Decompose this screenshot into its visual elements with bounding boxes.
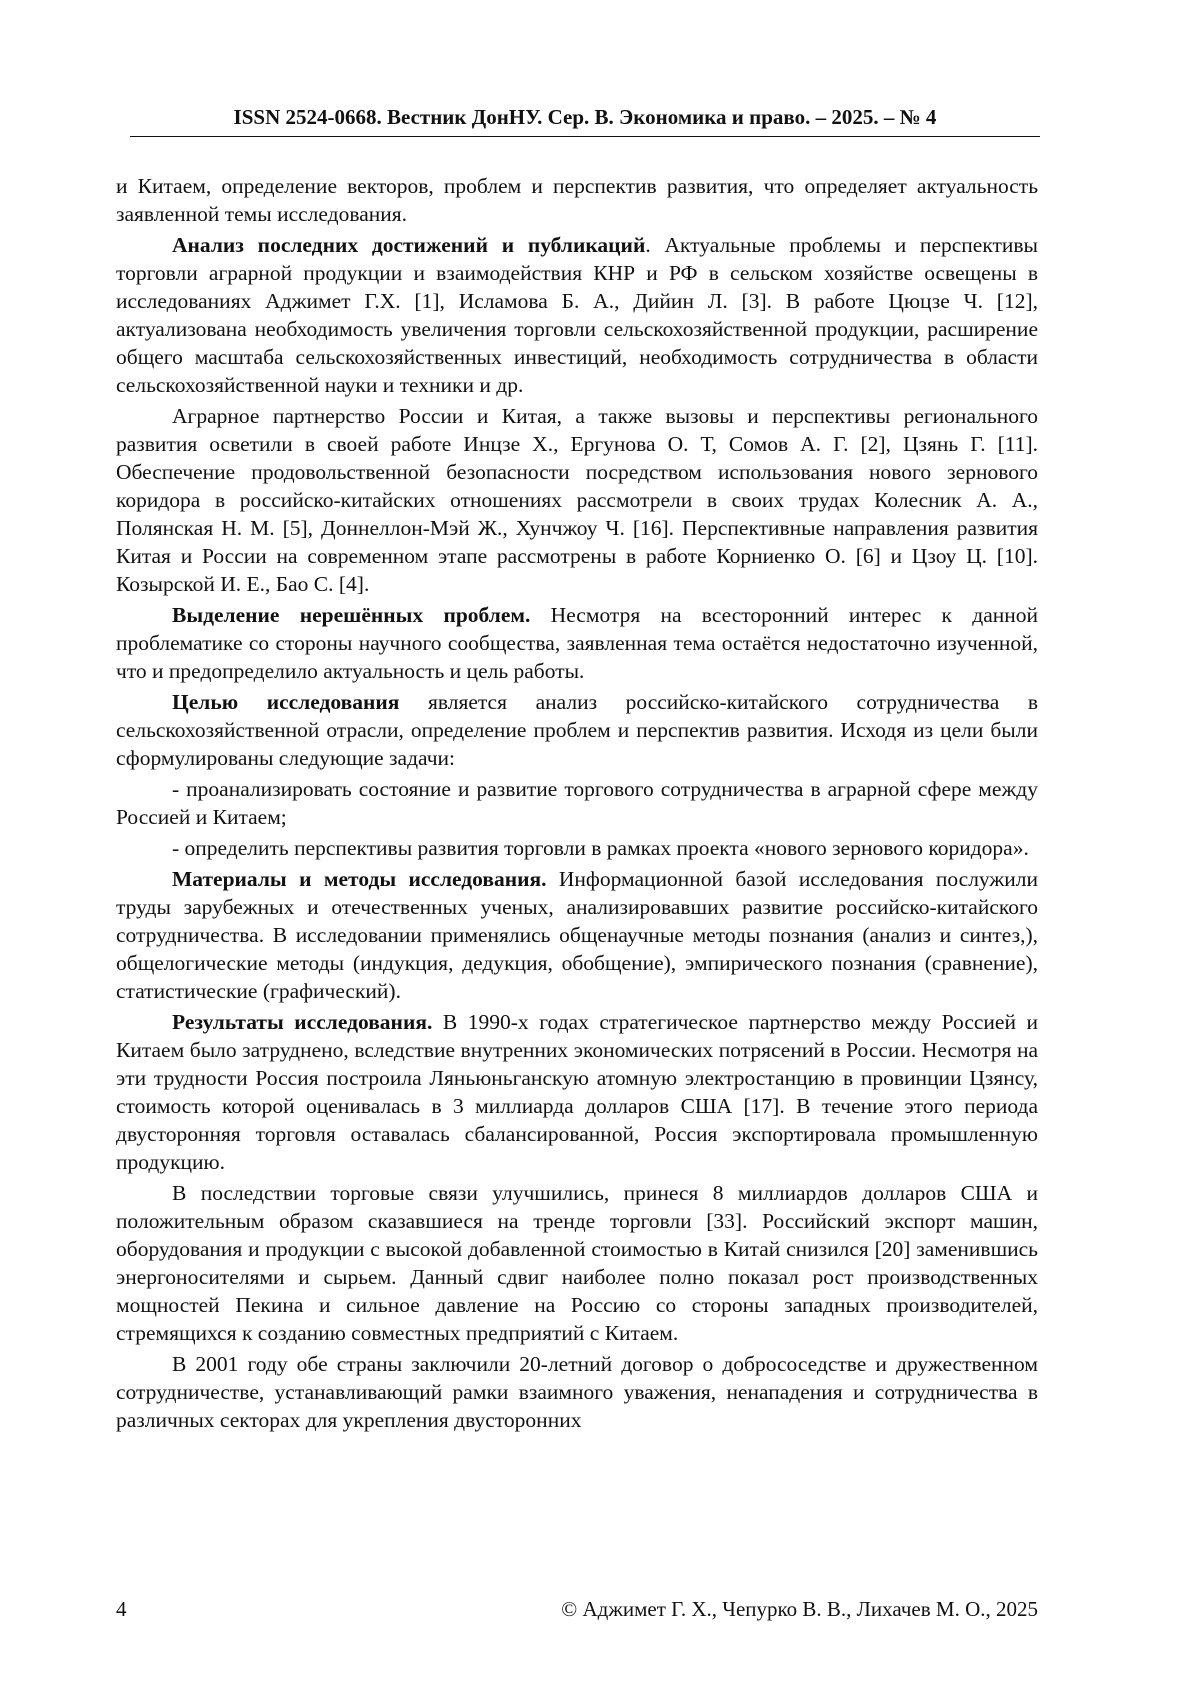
paragraph-partnership: [116, 402, 1038, 598]
section-lead: Материалы и методы исследования.: [172, 867, 547, 891]
paragraph-text: . Актуальные проблемы и перспективы торговли аграрной продукции и взаимодействия КНР и РФ в сельском хозяйстве освещены в исследованиях Аджимет Г.Х. [1], Исламова Б. А., Дийин Л. [3]. В работе Цюцзе Ч. [12], актуализована необходимость увеличения торговли сельскохозяйственной продукции, расширение общего масштаба сельскохозяйственных инвестиций, необходимость сотрудничества в области сельскохозяйственной науки и техники и др.: [116, 233, 1038, 397]
header-rule: [130, 136, 1040, 137]
paragraph-text: Несмотря на всесторонний интерес к данной проблематике со стороны научного сообщества, заявленная тема остаётся недостаточно изученной, что и предопределило актуальность и цель работы.: [116, 603, 1039, 683]
paragraph-text: Информационной базой исследования послужили труды зарубежных и отечественных ученых, анализировавших развитие российско-китайского сотрудничества. В исследовании применялись общенаучные методы познания (анализ и синтез,), общелогические методы (индукция, дедукция, обобщение), эмпирического познания (сравнение), статистические (графический).: [116, 867, 1038, 1003]
paragraph-text: В 1990-х годах стратегическое партнерство между Россией и Китаем было затруднено, вследствие внутренних экономических потрясений в России. Несмотря на эти трудности Россия построила Ляньюньганскую атомную электростанцию в провинции Цзянсу, стоимость которой оценивалась в 3 миллиарда долларов США [17]. В течение этого периода двусторонняя торговля оставалась сбалансированной, Россия экспортировала промышленную продукцию.: [116, 1010, 1038, 1174]
paragraph-literature-review: [116, 231, 1038, 399]
paragraph-research-goal: [116, 688, 1038, 772]
running-header: ISSN 2524-0668. Вестник ДонНУ. Сер. В. Экономика и право. – 2025. – № 4: [233, 105, 937, 129]
section-lead: Выделение нерешённых проблем.: [172, 603, 531, 627]
task-item: [116, 834, 1038, 862]
paragraph-text: - проанализировать состояние и развитие торгового сотрудничества в аграрной сфере между Россией и Китаем;: [116, 777, 1038, 829]
article-body: [116, 172, 1038, 1434]
copyright-notice: © Аджимет Г. Х., Чепурко В. В., Лихачев М. О., 2025: [561, 1597, 1038, 1621]
paragraph-text: и Китаем, определение векторов, проблем и перспектив развития, что определяет актуальность заявленной темы исследования.: [116, 174, 1038, 226]
paragraph-text: - определить перспективы развития торговли в рамках проекта «нового зернового коридора».: [172, 836, 1029, 860]
paragraph-text: является анализ российско-китайского сотрудничества в сельскохозяйственной отрасли, определение проблем и перспектив развития. Исходя из цели были сформулированы следующие задачи:: [116, 690, 1038, 770]
paragraph-treaty: [116, 1350, 1038, 1434]
paragraph-results: [116, 1008, 1038, 1176]
section-lead: Целью исследования: [172, 690, 400, 714]
paragraph-materials-methods: [116, 865, 1038, 1005]
paragraph-text: В 2001 году обе страны заключили 20-летний договор о добрососедстве и дружественном сотрудничестве, устанавливающий рамки взаимного уважения, ненападения и сотрудничества в различных секторах для укрепления двусторонних: [116, 1352, 1038, 1432]
paragraph-continuation: [116, 172, 1038, 228]
section-lead: Анализ последних достижений и публикаций: [172, 233, 646, 257]
section-lead: Результаты исследования.: [172, 1010, 433, 1034]
task-item: [116, 775, 1038, 831]
paragraph-text: В последствии торговые связи улучшились, принеся 8 миллиардов долларов США и положительным образом сказавшиеся на тренде торговли [33]. Российский экспорт машин, оборудования и продукции с высокой добавленной стоимостью в Китай снизился [20] заменившись энергоносителями и сырьем. Данный сдвиг наиболее полно показал рост производственных мощностей Пекина и сильное давление на Россию со стороны западных производителей, стремящихся к созданию совместных предприятий с Китаем.: [116, 1181, 1038, 1345]
paragraph-unsolved-problems: [116, 601, 1038, 685]
paragraph-text: Аграрное партнерство России и Китая, а также вызовы и перспективы регионального развития осветили в своей работе Инцзе Х., Ергунова О. Т, Сомов А. Г. [2], Цзянь Г. [11]. Обеспечение продовольственной безопасности посредством использования нового зернового коридора в российско-китайских отношениях рассмотрели в своих трудах Колесник А. А., Полянская Н. М. [5], Доннеллон-Мэй Ж., Хунчжоу Ч. [16]. Перспективные направления развития Китая и России на современном этапе рассмотрены в работе Корниенко О. [6] и Цзоу Ц. [10]. Козырской И. Е., Бао С. [4].: [116, 404, 1038, 596]
paragraph-trade-relations: [116, 1179, 1038, 1347]
page-number: 4: [116, 1597, 127, 1621]
